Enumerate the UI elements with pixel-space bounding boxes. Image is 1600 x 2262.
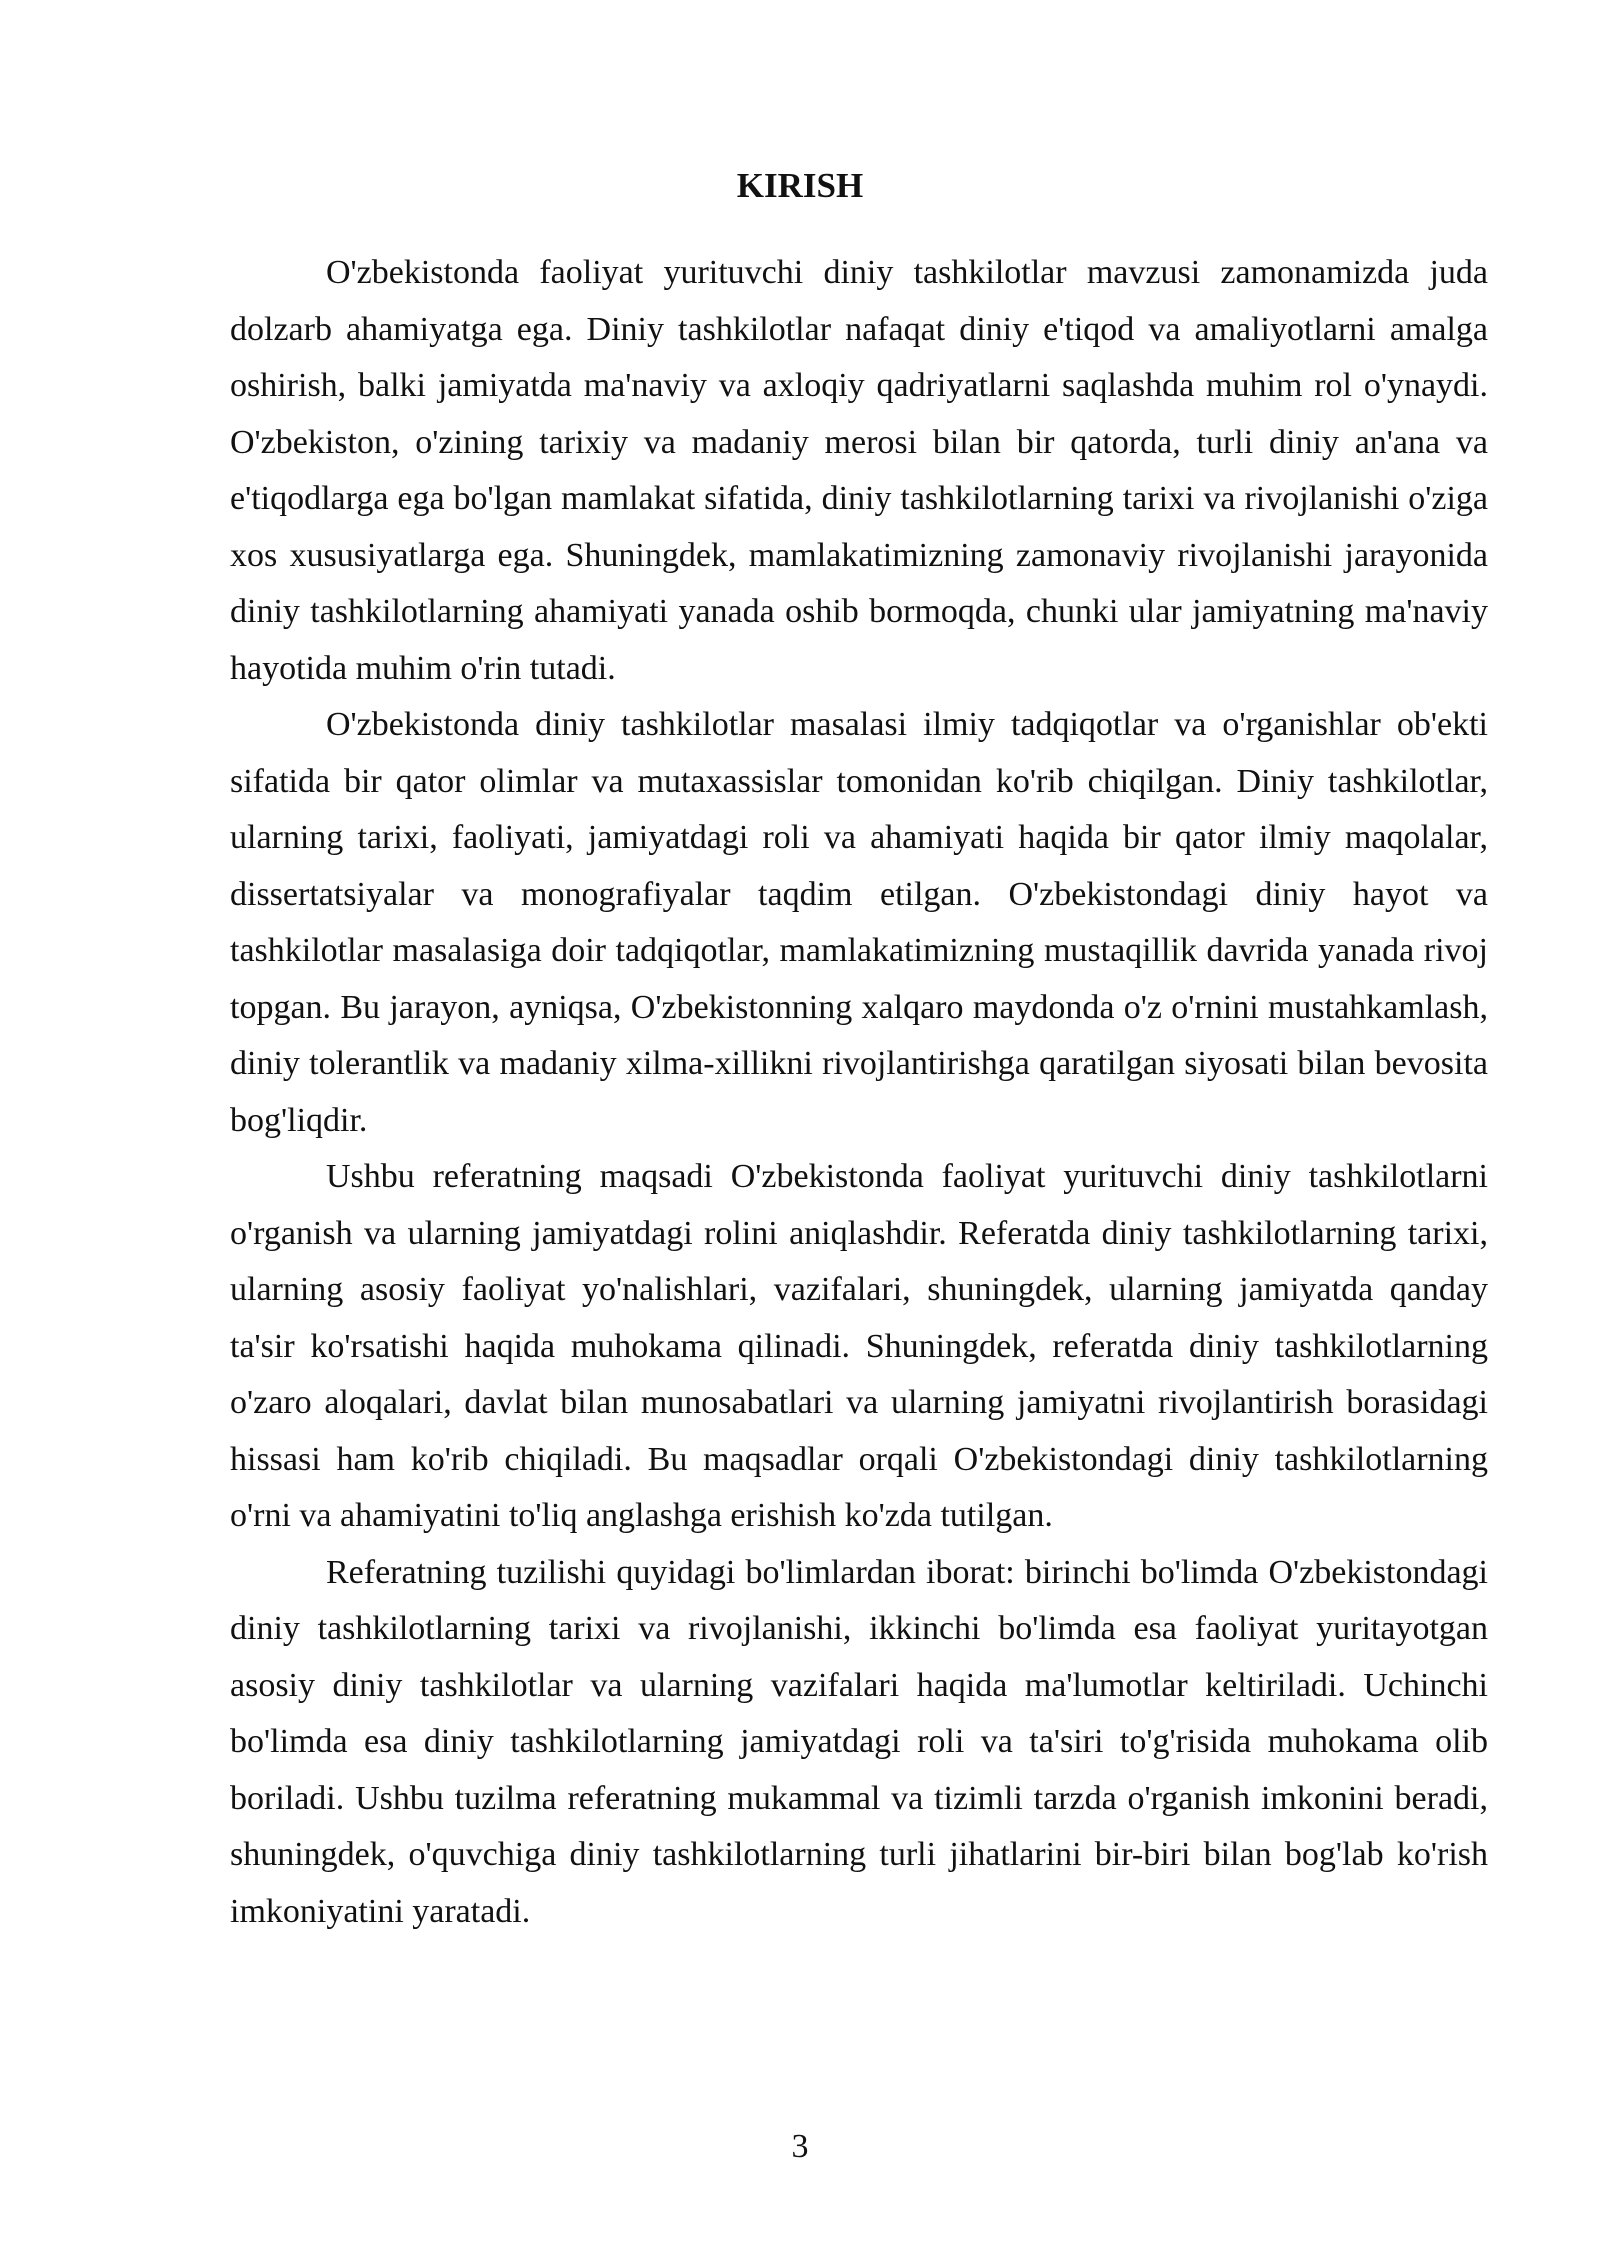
paragraph-3: Ushbu referatning maqsadi O'zbekistonda faoliyat yurituvchi diniy tashkilotlarni o'rganish va ularning jamiyatdagi rolini aniqlashdir. Referatda diniy tashkilotlarning tarixi, ularning asosiy faoliyat yo'nalishlari, vazifalari, shuningdek, ularning jamiyatda qanday ta'sir ko'rsatishi haqida muhokama qilinadi. Shuningdek, referatda diniy tashkilotlarning o'zaro aloqalari, davlat bilan munosabatlari va ularning jamiyatni rivojlantirish borasidagi hissasi ham ko'rib chiqiladi. Bu maqsadlar orqali O'zbekistondagi diniy tashkilotlarning o'rni va ahamiyatini to'liq anglashga erishish ko'zda tutilgan.: [230, 1158, 1488, 1534]
body-text: [230, 245, 1488, 1940]
paragraph-2: O'zbekistonda diniy tashkilotlar masalasi ilmiy tadqiqotlar va o'rganishlar ob'ekti sifatida bir qator olimlar va mutaxassislar tomonidan ko'rib chiqilgan. Diniy tashkilotlar, ularning tarixi, faoliyati, jamiyatdagi roli va ahamiyati haqida bir qator ilmiy maqolalar, dissertatsiyalar va monografiyalar taqdim etilgan. O'zbekistondagi diniy hayot va tashkilotlar masalasiga doir tadqiqotlar, mamlakatimizning mustaqillik davrida yanada rivoj topgan. Bu jarayon, ayniqsa, O'zbekistonning xalqaro maydonda o'z o'rnini mustahkamlash, diniy tolerantlik va madaniy xilma-xillikni rivojlantirishga qaratilgan siyosati bilan bevosita bog'liqdir.: [230, 706, 1488, 1139]
page-title: KIRISH: [736, 166, 864, 205]
paragraph-1: O'zbekistonda faoliyat yurituvchi diniy tashkilotlar mavzusi zamonamizda juda dolzarb ahamiyatga ega. Diniy tashkilotlar nafaqat diniy e'tiqod va amaliyotlarni amalga oshirish, balki jamiyatda ma'naviy va axloqiy qadriyatlarni saqlashda muhim rol o'ynaydi. O'zbekiston, o'zining tarixiy va madaniy merosi bilan bir qatorda, turli diniy an'ana va e'tiqodlarga ega bo'lgan mamlakat sifatida, diniy tashkilotlarning tarixi va rivojlanishi o'ziga xos xususiyatlarga ega. Shuningdek, mamlakatimizning zamonaviy rivojlanishi jarayonida diniy tashkilotlarning ahamiyati yanada oshib bormoqda, chunki ular jamiyatning ma'naviy hayotida muhim o'rin tutadi.: [230, 254, 1488, 687]
paragraph-4: Referatning tuzilishi quyidagi bo'limlardan iborat: birinchi bo'limda O'zbekistondagi diniy tashkilotlarning tarixi va rivojlanishi, ikkinchi bo'limda esa faoliyat yuritayotgan asosiy diniy tashkilotlar va ularning vazifalari haqida ma'lumotlar keltiriladi. Uchinchi bo'limda esa diniy tashkilotlarning jamiyatdagi roli va ta'siri to'g'risida muhokama olib boriladi. Ushbu tuzilma referatning mukammal va tizimli tarzda o'rganish imkonini beradi, shuningdek, o'quvchiga diniy tashkilotlarning turli jihatlarini bir-biri bilan bog'lab ko'rish imkoniyatini yaratadi.: [230, 1553, 1488, 1930]
page-number: 3: [791, 2128, 809, 2165]
